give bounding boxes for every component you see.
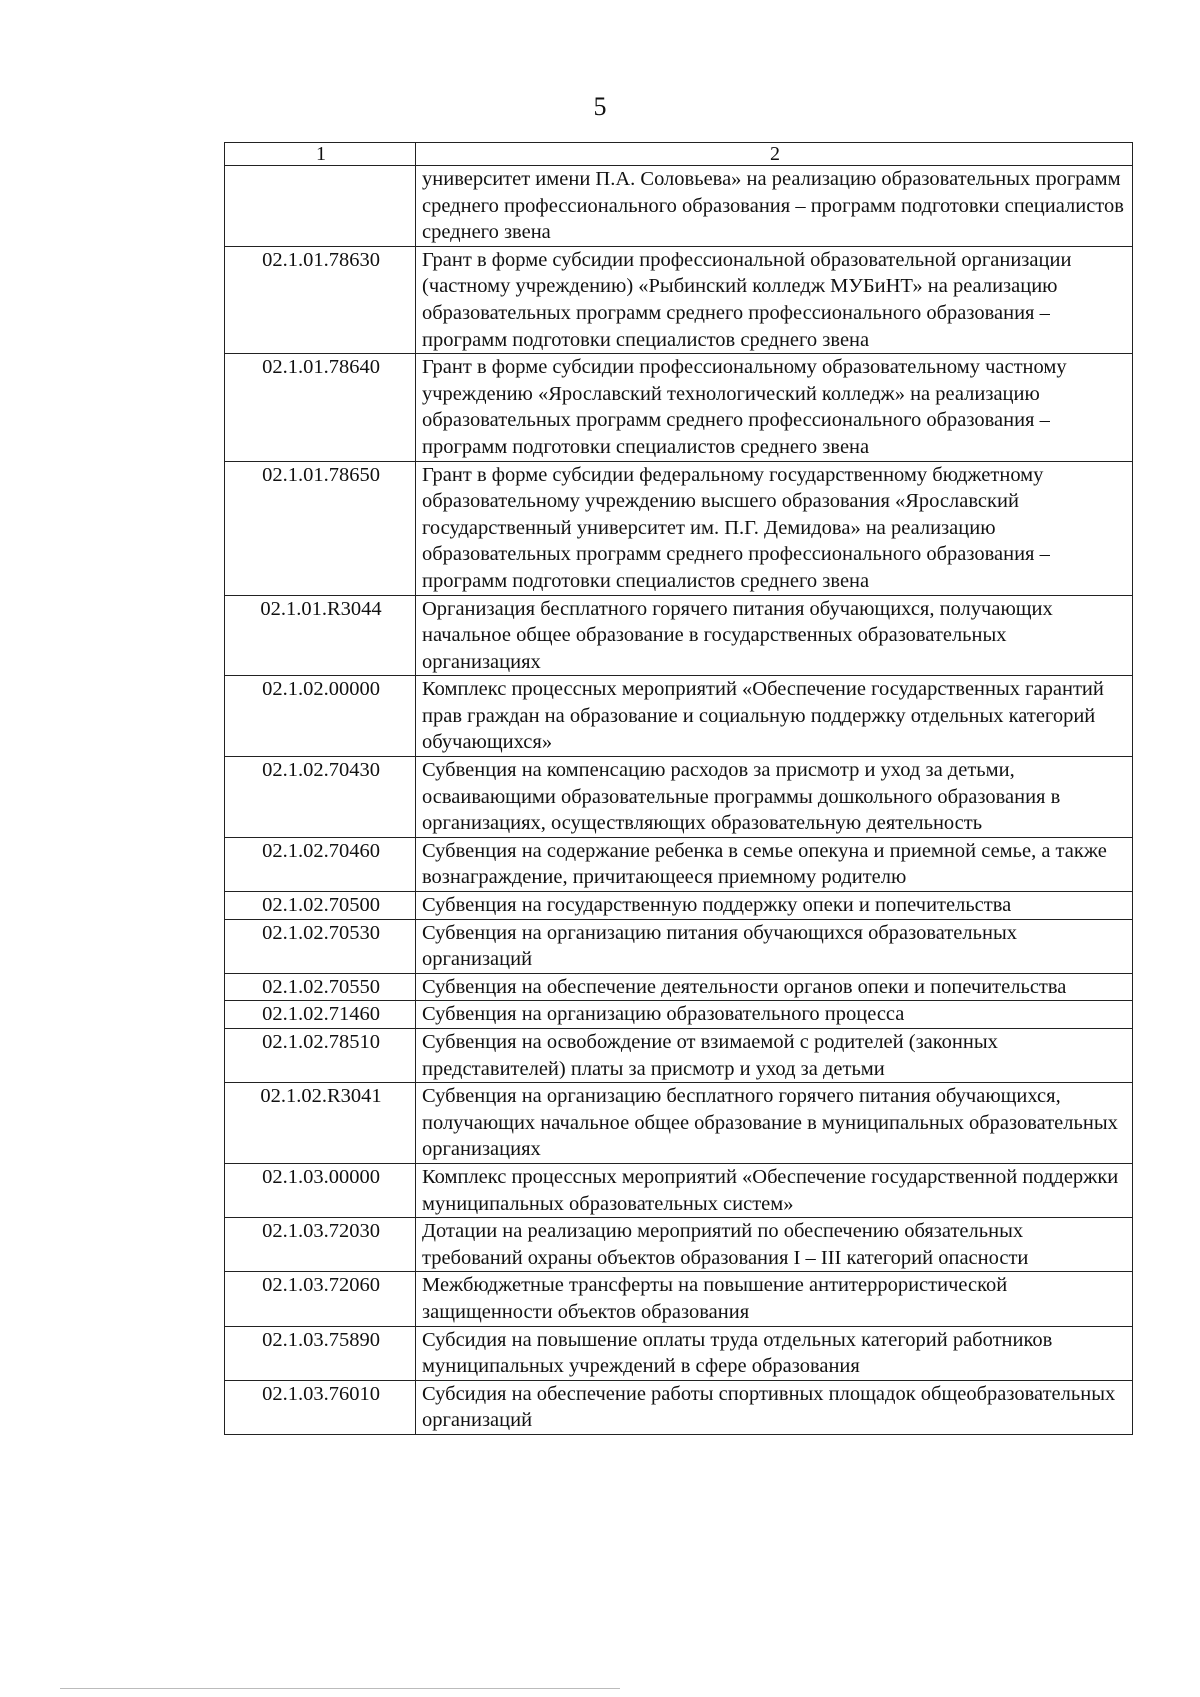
table-row bbox=[225, 676, 1133, 757]
table-header-row bbox=[225, 143, 1133, 166]
description-cell: Субвенция на государственную поддержку опеки и попечительства bbox=[416, 892, 1133, 920]
table-row bbox=[225, 973, 1133, 1001]
code-cell: 02.1.02.70530 bbox=[225, 919, 416, 973]
code-cell: 02.1.03.72030 bbox=[225, 1218, 416, 1272]
table-row bbox=[225, 1380, 1133, 1434]
code-cell: 02.1.02.R3041 bbox=[225, 1083, 416, 1164]
table-body bbox=[225, 166, 1133, 1435]
table-row bbox=[225, 354, 1133, 461]
code-cell: 02.1.02.78510 bbox=[225, 1029, 416, 1083]
description-cell: Субвенция на организацию образовательного процесса bbox=[416, 1001, 1133, 1029]
description-cell: Субвенция на компенсацию расходов за присмотр и уход за детьми, осваивающими образовательные программы дошкольного образования в организациях, осуществляющих образовательную деятельность bbox=[416, 757, 1133, 838]
column-header-description: 2 bbox=[416, 143, 1133, 166]
description-cell: Комплекс процессных мероприятий «Обеспечение государственной поддержки муниципальных образовательных систем» bbox=[416, 1163, 1133, 1217]
code-cell: 02.1.02.00000 bbox=[225, 676, 416, 757]
code-cell: 02.1.01.R3044 bbox=[225, 595, 416, 676]
code-cell: 02.1.03.75890 bbox=[225, 1326, 416, 1380]
description-cell: Грант в форме субсидии федеральному государственному бюджетному образовательному учреждению высшего образования «Ярославский государственный университет им. П.Г. Демидова» на реализацию образовательных программ среднего профессионального образования – программ подготовки специалистов среднего звена bbox=[416, 461, 1133, 595]
code-cell: 02.1.01.78640 bbox=[225, 354, 416, 461]
code-cell: 02.1.02.70500 bbox=[225, 892, 416, 920]
description-cell: Субвенция на содержание ребенка в семье опекуна и приемной семье, а также вознаграждение, причитающееся приемному родителю bbox=[416, 837, 1133, 891]
code-cell: 02.1.02.71460 bbox=[225, 1001, 416, 1029]
code-cell: 02.1.02.70460 bbox=[225, 837, 416, 891]
table-row bbox=[225, 1029, 1133, 1083]
code-cell bbox=[225, 166, 416, 247]
table-row bbox=[225, 595, 1133, 676]
table-row bbox=[225, 1326, 1133, 1380]
description-cell: Субвенция на обеспечение деятельности органов опеки и попечительства bbox=[416, 973, 1133, 1001]
description-cell: Грант в форме субсидии профессиональной образовательной организации (частному учреждению) «Рыбинский колледж МУБиНТ» на реализацию образовательных программ среднего профессионального образования – программ подготовки специалистов среднего звена bbox=[416, 246, 1133, 353]
table-row bbox=[225, 1218, 1133, 1272]
code-cell: 02.1.02.70430 bbox=[225, 757, 416, 838]
footer-scan-rule bbox=[60, 1688, 620, 1689]
table-row bbox=[225, 919, 1133, 973]
column-header-code: 1 bbox=[225, 143, 416, 166]
table-row bbox=[225, 1272, 1133, 1326]
table-row bbox=[225, 837, 1133, 891]
code-cell: 02.1.03.72060 bbox=[225, 1272, 416, 1326]
description-cell: Межбюджетные трансферты на повышение антитеррористической защищенности объектов образования bbox=[416, 1272, 1133, 1326]
description-cell: Организация бесплатного горячего питания обучающихся, получающих начальное общее образование в государственных образовательных организациях bbox=[416, 595, 1133, 676]
budget-codes-table bbox=[224, 142, 1133, 1435]
table-row bbox=[225, 1163, 1133, 1217]
description-cell: университет имени П.А. Соловьева» на реализацию образовательных программ среднего профессионального образования – программ подготовки специалистов среднего звена bbox=[416, 166, 1133, 247]
code-cell: 02.1.02.70550 bbox=[225, 973, 416, 1001]
table-row bbox=[225, 892, 1133, 920]
table-row bbox=[225, 1001, 1133, 1029]
code-cell: 02.1.01.78650 bbox=[225, 461, 416, 595]
page-number: 5 bbox=[593, 92, 607, 121]
description-cell: Субсидия на повышение оплаты труда отдельных категорий работников муниципальных учреждений в сфере образования bbox=[416, 1326, 1133, 1380]
table-row bbox=[225, 757, 1133, 838]
table-row bbox=[225, 246, 1133, 353]
table-row bbox=[225, 461, 1133, 595]
description-cell: Грант в форме субсидии профессиональному образовательному частному учреждению «Ярославский технологический колледж» на реализацию образовательных программ среднего профессионального образования – программ подготовки специалистов среднего звена bbox=[416, 354, 1133, 461]
description-cell: Комплекс процессных мероприятий «Обеспечение государственных гарантий прав граждан на образование и социальную поддержку отдельных категорий обучающихся» bbox=[416, 676, 1133, 757]
description-cell: Субвенция на организацию питания обучающихся образовательных организаций bbox=[416, 919, 1133, 973]
table-row bbox=[225, 1083, 1133, 1164]
code-cell: 02.1.01.78630 bbox=[225, 246, 416, 353]
table-row bbox=[225, 166, 1133, 247]
description-cell: Дотации на реализацию мероприятий по обеспечению обязательных требований охраны объектов образования I – III категорий опасности bbox=[416, 1218, 1133, 1272]
description-cell: Субвенция на организацию бесплатного горячего питания обучающихся, получающих начальное общее образование в муниципальных образовательных организациях bbox=[416, 1083, 1133, 1164]
description-cell: Субвенция на освобождение от взимаемой с родителей (законных представителей) платы за присмотр и уход за детьми bbox=[416, 1029, 1133, 1083]
code-cell: 02.1.03.76010 bbox=[225, 1380, 416, 1434]
code-cell: 02.1.03.00000 bbox=[225, 1163, 416, 1217]
description-cell: Субсидия на обеспечение работы спортивных площадок общеобразовательных организаций bbox=[416, 1380, 1133, 1434]
